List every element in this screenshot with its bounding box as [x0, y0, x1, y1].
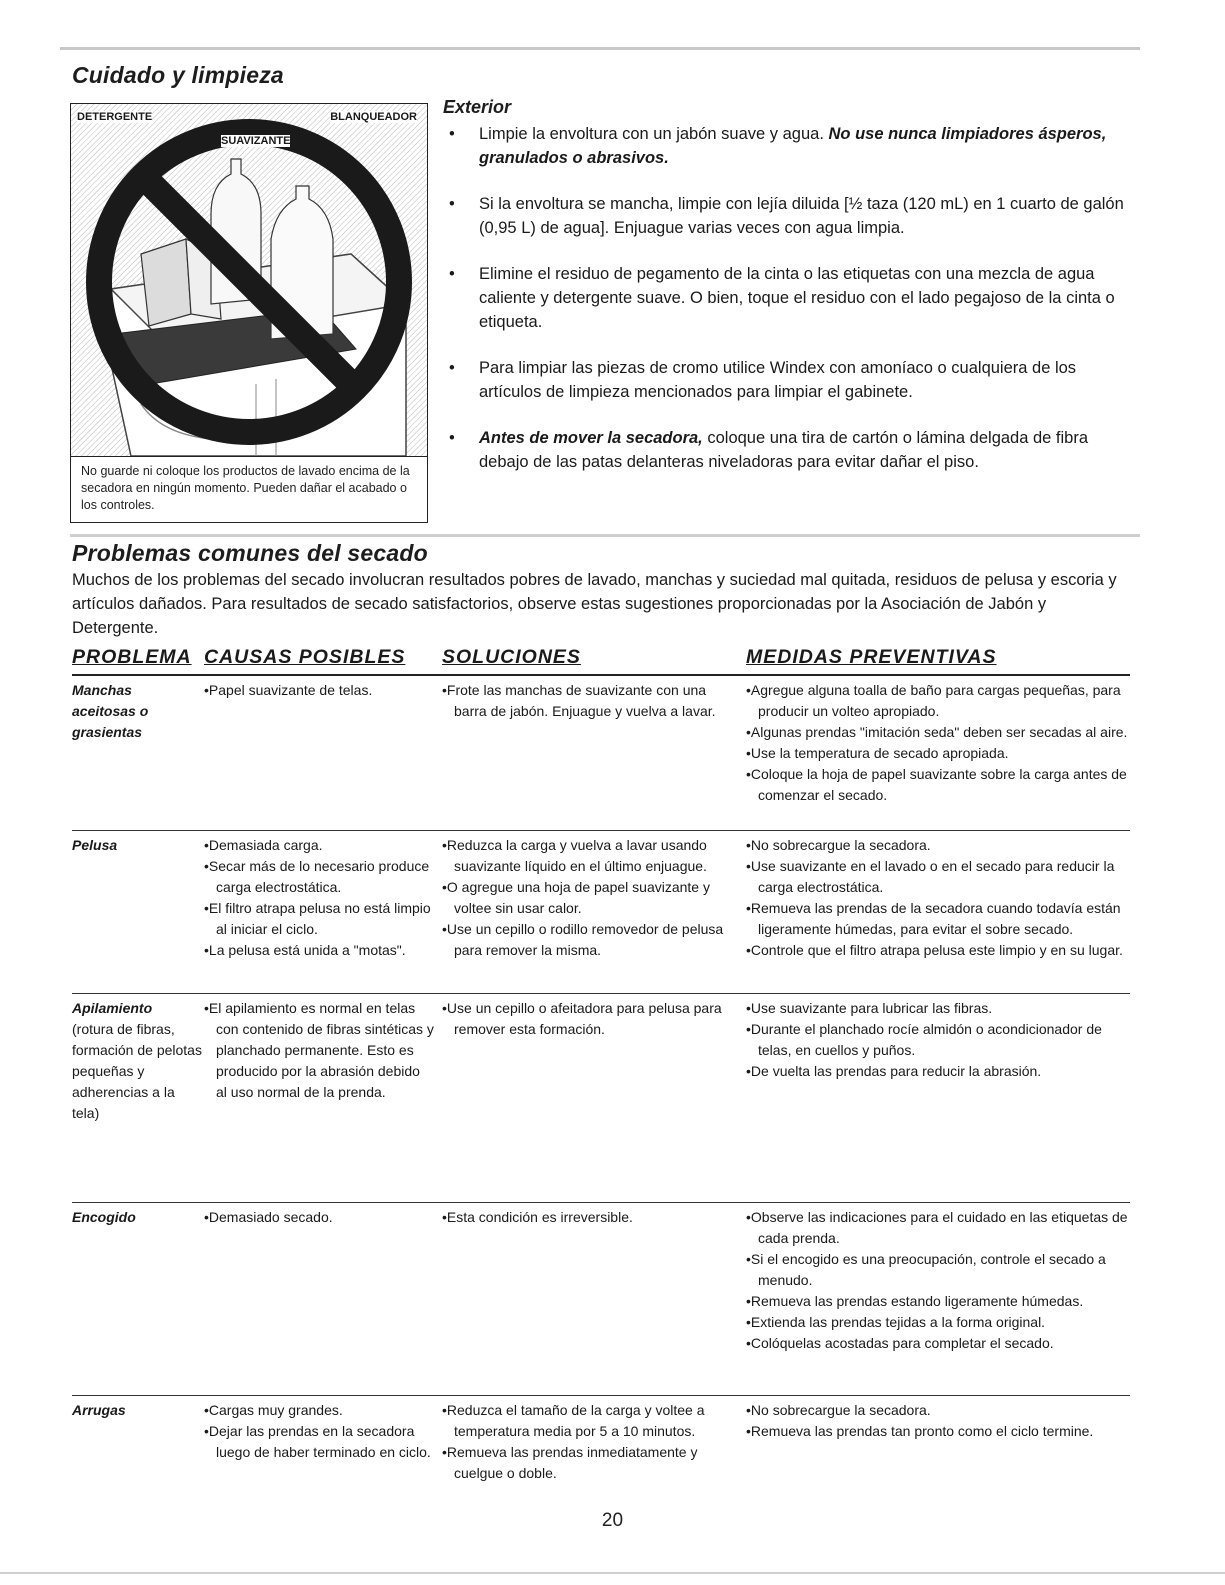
- problem-name: Apilamiento: [72, 1000, 153, 1016]
- section-title-problems: Problemas comunes del secado: [72, 540, 428, 566]
- exterior-text: Si la envoltura se mancha, limpie con lejía diluida [½ taza (120 mL) en 1 cuarto de galón (0,95 L) de agua]. Enjuague varias veces con agua limpia.: [479, 195, 1124, 237]
- top-rule: [60, 47, 1140, 50]
- problem-name: Pelusa: [72, 837, 118, 853]
- exterior-item: [443, 262, 1133, 334]
- solution-item: • Reduzca la carga y vuelva a lavar usando suavizante líquido en el último enjuague.: [442, 835, 742, 877]
- preventive-item: • Durante el planchado rocíe almidón o acondicionador de telas, en cuellos y puños.: [746, 1019, 1130, 1061]
- preventive-item: • Remueva las prendas estando ligeramente húmedas.: [746, 1291, 1130, 1312]
- bottom-rule: [0, 1572, 1225, 1574]
- cause-item: • Secar más de lo necesario produce carga electrostática.: [204, 856, 434, 898]
- exterior-item: [443, 356, 1133, 404]
- causes-cell: [204, 835, 434, 961]
- solutions-cell: [442, 1400, 742, 1484]
- preventive-cell: [746, 1400, 1130, 1442]
- preventive-item: • Remueva las prendas de la secadora cuando todavía están ligeramente húmedas, para evitar el sobre secado.: [746, 898, 1130, 940]
- cause-item: • Demasiado secado.: [204, 1207, 434, 1228]
- problem-name: Encogido: [72, 1209, 136, 1225]
- solution-item: • Esta condición es irreversible.: [442, 1207, 742, 1228]
- solution-item: • Reduzca el tamaño de la carga y voltee a temperatura media por 5 a 10 minutos.: [442, 1400, 742, 1442]
- section-title-care: Cuidado y limpieza: [72, 62, 284, 88]
- exterior-item: [443, 192, 1133, 240]
- header-causes: CAUSAS POSIBLES: [204, 646, 406, 668]
- detergent-label: DETERGENTE: [77, 111, 153, 123]
- problem-name: Manchas aceitosas o grasientas: [72, 682, 149, 740]
- causes-cell: [204, 1400, 434, 1463]
- table-row: [72, 676, 1130, 831]
- causes-cell: [204, 998, 434, 1103]
- preventive-item: • Coloque la hoja de papel suavizante sobre la carga antes de comenzar el secado.: [746, 764, 1130, 806]
- preventive-cell: [746, 1207, 1130, 1354]
- no-products-illustration: [70, 103, 428, 523]
- cause-item: • El apilamiento es normal en telas con contenido de fibras sintéticas y planchado permanente. Esto es producido por la abrasión debido al uso normal de la prenda.: [204, 998, 434, 1103]
- cause-item: • Dejar las prendas en la secadora luego de haber terminado en ciclo.: [204, 1421, 434, 1463]
- preventive-item: • De vuelta las prendas para reducir la abrasión.: [746, 1061, 1130, 1082]
- problems-intro: Muchos de los problemas del secado involucran resultados pobres de lavado, manchas y suciedad mal quitada, residuos de pelusa y escoria y artículos dañados. Para resultados de secado satisfactorios, observe estas sugestiones proporcionadas por la Asociación de Jabón y Detergente.: [72, 571, 1117, 637]
- exterior-item: [443, 426, 1133, 474]
- exterior-heading: Exterior: [443, 97, 512, 117]
- page-number: 20: [601, 1510, 624, 1531]
- preventive-item: • Remueva las prendas tan pronto como el ciclo termine.: [746, 1421, 1130, 1442]
- preventive-cell: [746, 680, 1130, 806]
- solutions-cell: [442, 680, 742, 722]
- cause-item: • Cargas muy grandes.: [204, 1400, 434, 1421]
- table-row: [72, 1203, 1130, 1396]
- dryer-with-products-drawing: [71, 104, 427, 456]
- problem-detail: (rotura de fibras, formación de pelotas pequeñas y adherencias a la tela): [72, 1021, 202, 1121]
- solution-item: • Use un cepillo o afeitadora para pelusa para remover esta formación.: [442, 998, 742, 1040]
- exterior-warning: No use nunca limpiadores ásperos, granulados o abrasivos.: [479, 125, 1107, 167]
- solutions-cell: [442, 998, 742, 1040]
- preventive-cell: [746, 998, 1130, 1082]
- problem-name: Arrugas: [72, 1402, 126, 1418]
- cause-item: • El filtro atrapa pelusa no está limpio al iniciar el ciclo.: [204, 898, 434, 940]
- cause-item: • La pelusa está unida a "motas".: [204, 940, 434, 961]
- solutions-cell: [442, 835, 742, 961]
- table-row: [72, 831, 1130, 994]
- exterior-text: Para limpiar las piezas de cromo utilice Windex con amoníaco o cualquiera de los artículos de limpieza mencionados para limpiar el gabinete.: [479, 359, 1077, 401]
- preventive-item: • Si el encogido es una preocupación, controle el secado a menudo.: [746, 1249, 1130, 1291]
- table-row: [72, 1396, 1130, 1516]
- exterior-text: Elimine el residuo de pegamento de la cinta o las etiquetas con una mezcla de agua caliente y detergente suave. O bien, toque el residuo con el lado pegajoso de la cinta o etiqueta.: [479, 265, 1115, 331]
- header-solutions: SOLUCIONES: [442, 646, 581, 668]
- bullet-icon: •: [449, 429, 455, 447]
- header-preventive: MEDIDAS PREVENTIVAS: [746, 646, 997, 668]
- exterior-lead: Antes de mover la secadora,: [479, 429, 703, 447]
- preventive-item: • Colóquelas acostadas para completar el secado.: [746, 1333, 1130, 1354]
- solutions-cell: [442, 1207, 742, 1228]
- exterior-text: coloque una tira de cartón o lámina delgada de fibra debajo de las patas delanteras niveladoras para evitar dañar el piso.: [479, 429, 1089, 471]
- table-row: [72, 994, 1130, 1203]
- bleach-label: BLANQUEADOR: [330, 111, 417, 123]
- cause-item: • Papel suavizante de telas.: [204, 680, 434, 701]
- exterior-list: [443, 122, 1133, 474]
- section-rule: [70, 534, 1140, 537]
- header-problem: PROBLEMA: [72, 646, 192, 668]
- preventive-item: • Observe las indicaciones para el cuidado en las etiquetas de cada prenda.: [746, 1207, 1130, 1249]
- preventive-item: • Use suavizante en el lavado o en el secado para reducir la carga electrostática.: [746, 856, 1130, 898]
- softener-label: SUAVIZANTE: [221, 135, 291, 147]
- preventive-item: • Agregue alguna toalla de baño para cargas pequeñas, para producir un volteo apropiado.: [746, 680, 1130, 722]
- preventive-cell: [746, 835, 1130, 961]
- preventive-item: • Extienda las prendas tejidas a la forma original.: [746, 1312, 1130, 1333]
- preventive-item: • Use suavizante para lubricar las fibras.: [746, 998, 1130, 1019]
- figure-caption: No guarde ni coloque los productos de lavado encima de la secadora en ningún momento. Pueden dañar el acabado o los controles.: [71, 456, 427, 514]
- solution-item: • Remueva las prendas inmediatamente y cuelgue o doble.: [442, 1442, 742, 1484]
- solution-item: • Use un cepillo o rodillo removedor de pelusa para remover la misma.: [442, 919, 742, 961]
- preventive-item: • No sobrecargue la secadora.: [746, 1400, 1130, 1421]
- table-header: [72, 646, 1130, 676]
- exterior-item: [443, 122, 1133, 170]
- bullet-icon: •: [449, 265, 455, 283]
- solution-item: • Frote las manchas de suavizante con una barra de jabón. Enjuague y vuelva a lavar.: [442, 680, 742, 722]
- bullet-icon: •: [449, 125, 455, 143]
- cause-item: • Demasiada carga.: [204, 835, 434, 856]
- preventive-item: • Algunas prendas "imitación seda" deben ser secadas al aire.: [746, 722, 1130, 743]
- bullet-icon: •: [449, 359, 455, 377]
- causes-cell: [204, 680, 434, 701]
- causes-cell: [204, 1207, 434, 1228]
- solution-item: • O agregue una hoja de papel suavizante y voltee sin usar calor.: [442, 877, 742, 919]
- exterior-text: Limpie la envoltura con un jabón suave y agua.: [479, 125, 829, 143]
- bullet-icon: •: [449, 195, 455, 213]
- preventive-item: • Use la temperatura de secado apropiada.: [746, 743, 1130, 764]
- problems-table: [72, 646, 1130, 1516]
- preventive-item: • Controle que el filtro atrapa pelusa este limpio y en su lugar.: [746, 940, 1130, 961]
- exterior-section: [443, 97, 1133, 496]
- preventive-item: • No sobrecargue la secadora.: [746, 835, 1130, 856]
- problem-cell: [72, 998, 202, 1124]
